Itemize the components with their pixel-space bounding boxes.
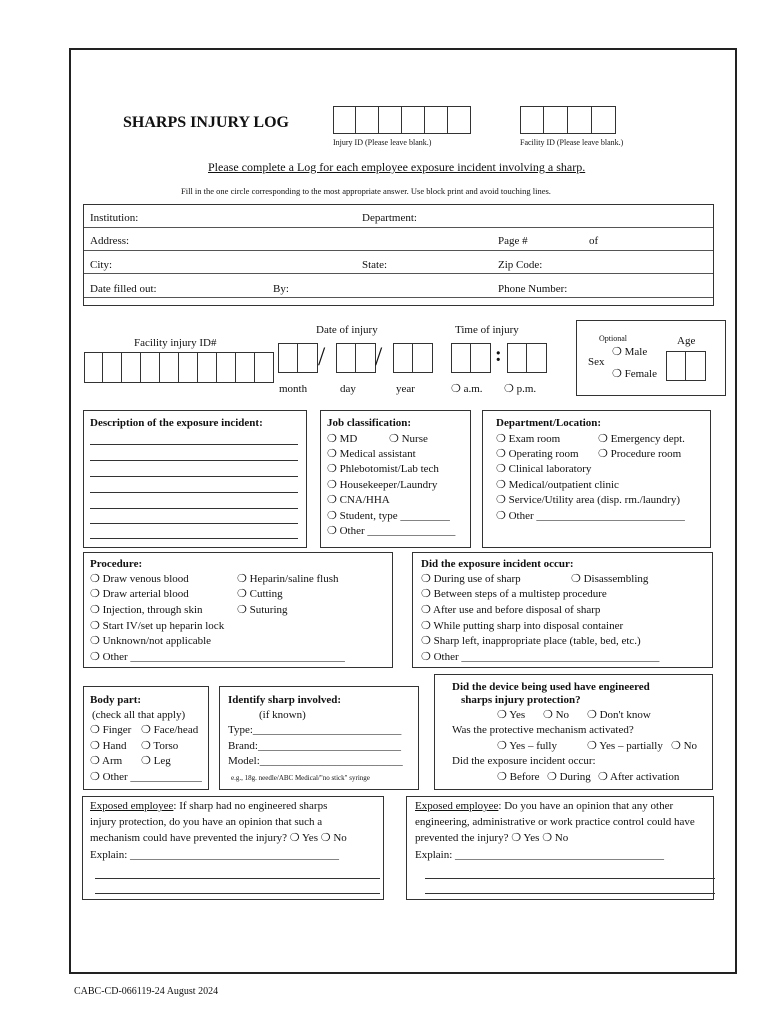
opinion1-explain[interactable]: Explain: ______________________________________ bbox=[90, 849, 340, 861]
dept-title: Department/Location: bbox=[496, 417, 602, 429]
opinion2-line[interactable] bbox=[425, 878, 715, 879]
device-yes[interactable]: ❍ Yes bbox=[497, 709, 526, 721]
department-label[interactable]: Department: bbox=[362, 212, 417, 224]
dept-operating-room[interactable]: ❍ Operating room bbox=[496, 448, 579, 460]
device-q1a: Did the device being used have engineered bbox=[452, 681, 650, 693]
facility-injury-id-boxes[interactable] bbox=[84, 352, 274, 383]
job-phlebotomist[interactable]: ❍ Phlebotomist/Lab tech bbox=[327, 463, 439, 475]
of-label: of bbox=[589, 235, 599, 247]
device-q3: Did the exposure incident occur: bbox=[452, 755, 596, 767]
device-after[interactable]: ❍ After activation bbox=[598, 771, 680, 783]
zip-label[interactable]: Zip Code: bbox=[498, 259, 543, 271]
time-colon: : bbox=[495, 344, 502, 366]
occur-title: Did the exposure incident occur: bbox=[421, 558, 574, 570]
injury-id-label: Injury ID (Please leave blank.) bbox=[333, 138, 432, 147]
opinion2-line1 bbox=[415, 799, 673, 814]
male-radio[interactable]: ❍ Male bbox=[612, 346, 648, 358]
job-nurse[interactable]: ❍ Nurse bbox=[389, 433, 428, 445]
body-torso[interactable]: ❍ Torso bbox=[141, 740, 179, 752]
sharp-example: e.g., 18g. needle/ABC Medical/"no stick" syringe bbox=[231, 774, 370, 782]
year-label: year bbox=[396, 383, 415, 395]
body-title: Body part: bbox=[90, 694, 142, 706]
opinion2-line2: engineering, administrative or work practice control could have bbox=[415, 816, 695, 828]
proc-injection[interactable]: ❍ Injection, through skin bbox=[90, 604, 203, 616]
body-subtitle: (check all that apply) bbox=[92, 709, 186, 721]
device-q2: Was the protective mechanism activated? bbox=[452, 724, 634, 736]
optional-label: Optional bbox=[599, 334, 627, 343]
body-leg[interactable]: ❍ Leg bbox=[141, 755, 171, 767]
opinion2-line[interactable] bbox=[425, 893, 715, 894]
female-radio[interactable]: ❍ Female bbox=[612, 368, 657, 380]
dept-other[interactable]: ❍ Other ___________________________ bbox=[496, 510, 685, 522]
opinion2-yes[interactable]: ❍ Yes bbox=[511, 832, 540, 844]
opinion1-line2: injury protection, do you have an opinion that such a bbox=[90, 816, 323, 828]
subtitle: Please complete a Log for each employee exposure incident involving a sharp. bbox=[208, 160, 586, 174]
description-line[interactable] bbox=[90, 523, 298, 524]
hour-boxes[interactable] bbox=[451, 343, 491, 373]
sharp-title: Identify sharp involved: bbox=[228, 694, 342, 706]
year-boxes[interactable] bbox=[393, 343, 433, 373]
device-q1b: sharps injury protection? bbox=[461, 694, 581, 706]
device-dont-know[interactable]: ❍ Don't know bbox=[587, 709, 651, 721]
age-label: Age bbox=[677, 335, 696, 347]
description-line[interactable] bbox=[90, 508, 298, 509]
job-housekeeper[interactable]: ❍ Housekeeper/Laundry bbox=[327, 479, 438, 491]
body-other[interactable]: ❍ Other _____________ bbox=[90, 771, 202, 783]
opinion1-line3 bbox=[90, 831, 347, 846]
opinion1-no[interactable]: ❍ No bbox=[320, 832, 347, 844]
day-label: day bbox=[340, 383, 356, 395]
date-of-injury-label: Date of injury bbox=[316, 324, 378, 336]
date-filled-label[interactable]: Date filled out: bbox=[90, 283, 157, 295]
facility-id-boxes[interactable] bbox=[520, 106, 616, 134]
occur-other[interactable]: ❍ Other ____________________________________ bbox=[421, 651, 660, 663]
opinion1-q: mechanism could have prevented the injury? bbox=[90, 832, 288, 844]
proc-suturing[interactable]: ❍ Suturing bbox=[237, 604, 288, 616]
opinion1-yes[interactable]: ❍ Yes bbox=[289, 832, 318, 844]
opinion1-line[interactable] bbox=[95, 893, 380, 894]
body-finger[interactable]: ❍ Finger bbox=[90, 724, 132, 736]
description-line[interactable] bbox=[90, 476, 298, 477]
minute-boxes[interactable] bbox=[507, 343, 547, 373]
proc-other[interactable]: ❍ Other _______________________________________ bbox=[90, 651, 345, 663]
phone-label[interactable]: Phone Number: bbox=[498, 283, 568, 295]
proc-iv[interactable]: ❍ Start IV/set up heparin lock bbox=[90, 620, 225, 632]
opinion1-line[interactable] bbox=[95, 878, 380, 879]
date-slash: / bbox=[318, 342, 326, 371]
device-yes-partially[interactable]: ❍ Yes – partially bbox=[587, 740, 663, 752]
sharp-subtitle: (if known) bbox=[259, 709, 306, 721]
job-cna[interactable]: ❍ CNA/HHA bbox=[327, 494, 390, 506]
sharp-type[interactable]: Type:___________________________ bbox=[228, 724, 402, 736]
sharp-brand[interactable]: Brand:__________________________ bbox=[228, 740, 401, 752]
month-boxes[interactable] bbox=[278, 343, 318, 373]
job-md[interactable]: ❍ MD bbox=[327, 433, 358, 445]
description-line[interactable] bbox=[90, 460, 298, 461]
job-other[interactable]: ❍ Other ________________ bbox=[327, 525, 456, 537]
page-label[interactable]: Page # bbox=[498, 235, 528, 247]
facility-id-label: Facility ID (Please leave blank.) bbox=[520, 138, 624, 147]
description-line[interactable] bbox=[90, 538, 298, 539]
opinion2-q: prevented the injury? bbox=[415, 832, 509, 844]
job-student[interactable]: ❍ Student, type _________ bbox=[327, 510, 450, 522]
opinion2-explain[interactable]: Explain: ______________________________________ bbox=[415, 849, 665, 861]
dept-outpatient[interactable]: ❍ Medical/outpatient clinic bbox=[496, 479, 619, 491]
body-face[interactable]: ❍ Face/head bbox=[141, 724, 199, 736]
pm-radio[interactable]: ❍ p.m. bbox=[504, 383, 537, 395]
body-arm[interactable]: ❍ Arm bbox=[90, 755, 123, 767]
opinion1-line1 bbox=[90, 799, 327, 814]
job-title: Job classification: bbox=[327, 417, 412, 429]
opinion2-label: Exposed employee bbox=[415, 800, 499, 812]
time-of-injury-label: Time of injury bbox=[455, 324, 519, 336]
sharp-model[interactable]: Model:__________________________ bbox=[228, 755, 403, 767]
occur-during-use[interactable]: ❍ During use of sharp bbox=[421, 573, 521, 585]
state-label[interactable]: State: bbox=[362, 259, 388, 271]
instructions: Fill in the one circle corresponding to the most appropriate answer. Use block print and avoid touching lines. bbox=[181, 186, 551, 196]
dept-exam-room[interactable]: ❍ Exam room bbox=[496, 433, 561, 445]
dept-service[interactable]: ❍ Service/Utility area (disp. rm./laundry) bbox=[496, 494, 680, 506]
opinion1-text: : If sharp had no engineered sharps bbox=[173, 800, 328, 812]
device-no2[interactable]: ❍ No bbox=[671, 740, 698, 752]
dept-procedure-room[interactable]: ❍ Procedure room bbox=[598, 448, 682, 460]
occur-after-use[interactable]: ❍ After use and before disposal of sharp bbox=[421, 604, 601, 616]
procedure-title: Procedure: bbox=[90, 558, 143, 570]
injury-id-boxes[interactable] bbox=[333, 106, 471, 134]
age-boxes[interactable] bbox=[666, 351, 706, 381]
occur-sharp-left[interactable]: ❍ Sharp left, inappropriate place (table, bed, etc.) bbox=[421, 635, 641, 647]
opinion2-no[interactable]: ❍ No bbox=[542, 832, 569, 844]
description-line[interactable] bbox=[90, 492, 298, 493]
page-title: SHARPS INJURY LOG bbox=[123, 114, 289, 131]
opinion2-text: : Do you have an opinion that any other bbox=[498, 800, 674, 812]
institution-label[interactable]: Institution: bbox=[90, 212, 139, 224]
by-label[interactable]: By: bbox=[273, 283, 289, 295]
date-slash: / bbox=[375, 342, 383, 371]
month-label: month bbox=[279, 383, 308, 395]
device-no[interactable]: ❍ No bbox=[543, 709, 570, 721]
facility-injury-id-label: Facility injury ID# bbox=[134, 337, 217, 349]
proc-arterial[interactable]: ❍ Draw arterial blood bbox=[90, 588, 189, 600]
proc-venous[interactable]: ❍ Draw venous blood bbox=[90, 573, 189, 585]
job-medical-assistant[interactable]: ❍ Medical assistant bbox=[327, 448, 416, 460]
city-label[interactable]: City: bbox=[90, 259, 113, 271]
day-boxes[interactable] bbox=[336, 343, 376, 373]
occur-disassembling[interactable]: ❍ Disassembling bbox=[571, 573, 649, 585]
device-before[interactable]: ❍ Before bbox=[497, 771, 540, 783]
opinion2-line3 bbox=[415, 831, 568, 846]
proc-heparin[interactable]: ❍ Heparin/saline flush bbox=[237, 573, 339, 585]
opinion1-label: Exposed employee bbox=[90, 800, 174, 812]
sex-label: Sex bbox=[588, 356, 605, 368]
device-during[interactable]: ❍ During bbox=[547, 771, 591, 783]
body-hand[interactable]: ❍ Hand bbox=[90, 740, 127, 752]
proc-cutting[interactable]: ❍ Cutting bbox=[237, 588, 283, 600]
dept-emergency[interactable]: ❍ Emergency dept. bbox=[598, 433, 685, 445]
description-title: Description of the exposure incident: bbox=[90, 417, 263, 429]
footer-code: CABC-CD-066119-24 August 2024 bbox=[74, 986, 219, 997]
proc-unknown[interactable]: ❍ Unknown/not applicable bbox=[90, 635, 212, 647]
description-line[interactable] bbox=[90, 444, 298, 445]
occur-between-steps[interactable]: ❍ Between steps of a multistep procedure bbox=[421, 588, 607, 600]
dept-clinical-lab[interactable]: ❍ Clinical laboratory bbox=[496, 463, 592, 475]
am-radio[interactable]: ❍ a.m. bbox=[451, 383, 483, 395]
address-label[interactable]: Address: bbox=[90, 235, 130, 247]
occur-disposal[interactable]: ❍ While putting sharp into disposal container bbox=[421, 620, 624, 632]
device-yes-fully[interactable]: ❍ Yes – fully bbox=[497, 740, 557, 752]
